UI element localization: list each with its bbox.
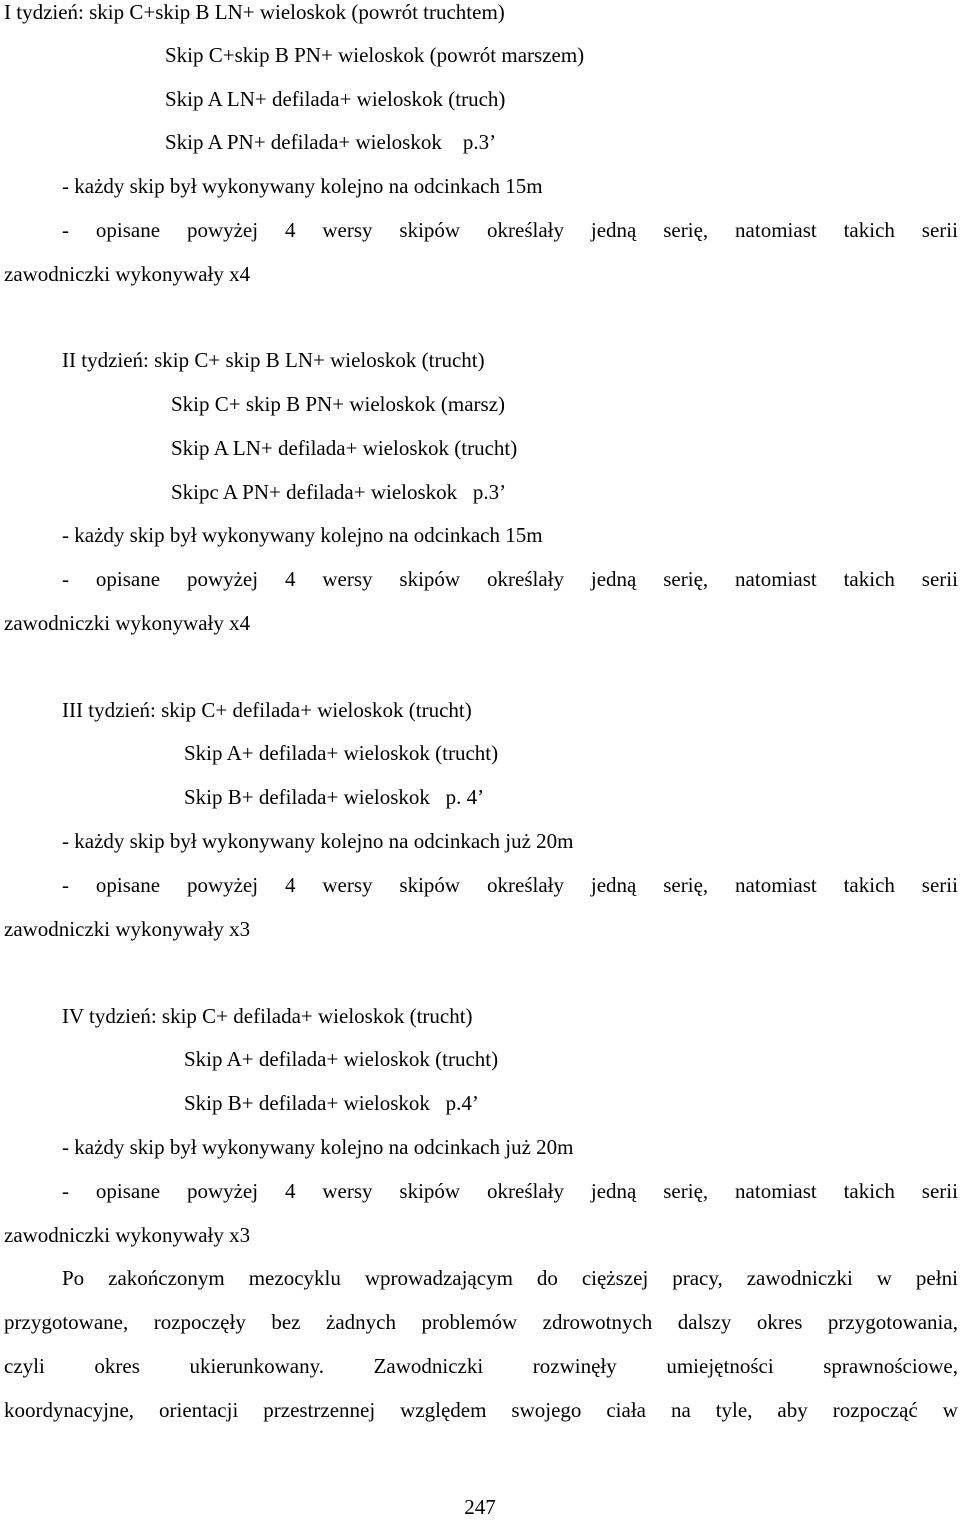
- word: powyżej: [186, 873, 259, 897]
- word: skipów: [399, 218, 461, 242]
- word: natomiast: [735, 873, 817, 897]
- word: określały: [487, 1179, 564, 1203]
- week-2-line-2: Skip C+ skip B PN+ wieloskok (marsz): [171, 392, 506, 416]
- word: takich: [843, 1179, 895, 1203]
- word: opisane: [95, 218, 161, 242]
- word: czyli: [4, 1354, 45, 1378]
- week-3-note-series: [62, 872, 958, 898]
- word: opisane: [95, 567, 161, 591]
- word: problemów: [421, 1310, 518, 1334]
- word: serii: [921, 567, 958, 591]
- word: bez: [271, 1310, 301, 1334]
- paragraph-line-4: [4, 1397, 958, 1423]
- word: natomiast: [735, 567, 817, 591]
- word: zawodniczki: [746, 1266, 853, 1290]
- word: na: [670, 1398, 691, 1422]
- word: serię,: [663, 1179, 709, 1203]
- word: wersy: [322, 1179, 373, 1203]
- week-3-heading: III tydzień: skip C+ defilada+ wieloskok (trucht): [62, 698, 472, 722]
- word: żadnych: [326, 1310, 396, 1334]
- week-3-note-distance: - każdy skip był wykonywany kolejno na odcinkach już 20m: [62, 829, 574, 853]
- word: sprawnościowe,: [823, 1354, 958, 1378]
- word: względem: [400, 1398, 487, 1422]
- week-4-note-reps: zawodniczki wykonywały x3: [4, 1223, 251, 1247]
- word: 4: [284, 873, 296, 897]
- week-3-line-2: Skip A+ defilada+ wieloskok (trucht): [184, 741, 499, 765]
- word: opisane: [95, 873, 161, 897]
- week-4-note-series: [62, 1178, 958, 1204]
- week-3-note-reps: zawodniczki wykonywały x3: [4, 917, 251, 941]
- word: pracy,: [672, 1266, 723, 1290]
- week-1-line-2: Skip C+skip B PN+ wieloskok (powrót marszem): [165, 43, 585, 67]
- week-2-note-distance: - każdy skip był wykonywany kolejno na odcinkach 15m: [62, 523, 543, 547]
- word: koordynacyjne,: [4, 1398, 135, 1422]
- word: wersy: [322, 873, 373, 897]
- word: 4: [284, 567, 296, 591]
- word: natomiast: [735, 218, 817, 242]
- word: takich: [843, 567, 895, 591]
- week-4-line-2: Skip A+ defilada+ wieloskok (trucht): [184, 1047, 499, 1071]
- word: wersy: [322, 567, 373, 591]
- word: rozpoczęły: [153, 1310, 246, 1334]
- word: 4: [284, 1179, 296, 1203]
- word: w: [942, 1398, 958, 1422]
- word: Po: [62, 1266, 85, 1290]
- word: cięższej: [581, 1266, 649, 1290]
- word: -: [62, 567, 69, 591]
- week-1-note-reps: zawodniczki wykonywały x4: [4, 262, 251, 286]
- week-1-heading: I tydzień: skip C+skip B LN+ wieloskok (powrót truchtem): [4, 0, 505, 24]
- word: tyle,: [715, 1398, 753, 1422]
- week-1-note-series: [62, 217, 958, 243]
- word: jedną: [590, 873, 637, 897]
- word: ukierunkowany.: [189, 1354, 324, 1378]
- word: jedną: [590, 567, 637, 591]
- word: serię,: [663, 218, 709, 242]
- word: jedną: [590, 218, 637, 242]
- week-2-line-4: Skipc A PN+ defilada+ wieloskok p.3’: [171, 480, 507, 504]
- word: serii: [921, 1179, 958, 1203]
- word: zakończonym: [108, 1266, 225, 1290]
- word: swojego: [511, 1398, 582, 1422]
- word: wprowadzającym: [364, 1266, 513, 1290]
- week-4-line-3: Skip B+ defilada+ wieloskok p.4’: [184, 1091, 479, 1115]
- week-3-line-3: Skip B+ defilada+ wieloskok p. 4’: [184, 785, 485, 809]
- word: ciała: [606, 1398, 646, 1422]
- word: mezocyklu: [248, 1266, 341, 1290]
- week-4-note-distance: - każdy skip był wykonywany kolejno na odcinkach już 20m: [62, 1135, 574, 1159]
- word: rozwinęły: [532, 1354, 617, 1378]
- word: serii: [921, 873, 958, 897]
- word: okres: [756, 1310, 803, 1334]
- word: orientacji: [159, 1398, 239, 1422]
- word: określały: [487, 567, 564, 591]
- word: umiejętności: [666, 1354, 774, 1378]
- word: serię,: [663, 873, 709, 897]
- word: -: [62, 1179, 69, 1203]
- word: skipów: [399, 567, 461, 591]
- word: zdrowotnych: [542, 1310, 653, 1334]
- word: serii: [921, 218, 958, 242]
- word: serię,: [663, 567, 709, 591]
- paragraph-line-2: [4, 1309, 958, 1335]
- week-1-line-3: Skip A LN+ defilada+ wieloskok (truch): [165, 87, 506, 111]
- word: pełni: [915, 1266, 958, 1290]
- word: do: [536, 1266, 558, 1290]
- paragraph-line-3: [4, 1353, 958, 1379]
- word: przygotowania,: [827, 1310, 958, 1334]
- word: jedną: [590, 1179, 637, 1203]
- week-1-note-distance: - każdy skip był wykonywany kolejno na odcinkach 15m: [62, 174, 543, 198]
- word: -: [62, 873, 69, 897]
- word: opisane: [95, 1179, 161, 1203]
- word: dalszy: [677, 1310, 732, 1334]
- week-2-line-3: Skip A LN+ defilada+ wieloskok (trucht): [171, 436, 518, 460]
- week-4-heading: IV tydzień: skip C+ defilada+ wieloskok (trucht): [62, 1004, 473, 1028]
- word: w: [876, 1266, 892, 1290]
- word: aby: [777, 1398, 808, 1422]
- word: takich: [843, 873, 895, 897]
- word: takich: [843, 218, 895, 242]
- word: natomiast: [735, 1179, 817, 1203]
- word: określały: [487, 873, 564, 897]
- word: Zawodniczki: [373, 1354, 484, 1378]
- word: -: [62, 218, 69, 242]
- word: okres: [94, 1354, 140, 1378]
- word: powyżej: [186, 218, 259, 242]
- word: określały: [487, 218, 564, 242]
- week-2-note-reps: zawodniczki wykonywały x4: [4, 611, 251, 635]
- paragraph-line-1: [62, 1265, 958, 1291]
- word: przygotowane,: [4, 1310, 129, 1334]
- page-number: 247: [464, 1495, 496, 1519]
- word: skipów: [399, 1179, 461, 1203]
- week-2-note-series: [62, 566, 958, 592]
- word: wersy: [322, 218, 373, 242]
- word: przestrzennej: [263, 1398, 376, 1422]
- word: powyżej: [186, 567, 259, 591]
- word: 4: [284, 218, 296, 242]
- week-1-line-4: Skip A PN+ defilada+ wieloskok p.3’: [165, 130, 497, 154]
- word: skipów: [399, 873, 461, 897]
- week-2-heading: II tydzień: skip C+ skip B LN+ wieloskok (trucht): [62, 348, 485, 372]
- word: rozpocząć: [832, 1398, 918, 1422]
- word: powyżej: [186, 1179, 259, 1203]
